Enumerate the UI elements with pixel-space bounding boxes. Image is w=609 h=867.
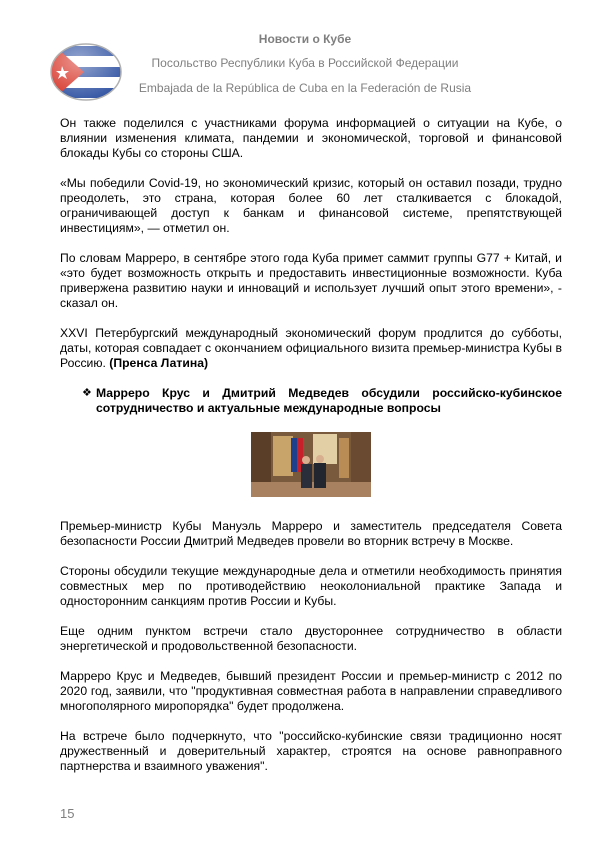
paragraph [60,326,562,371]
paragraph: На встрече было подчеркнуто, что "российско-кубинские связи традиционно носят дружественный и доверительный характер, строятся на основе равноправного партнерства и взаимного уважения". [60,729,562,773]
paragraph-text: XXVI Петербургский международный экономический форум продлится до субботы, даты, которая совпадает с окончанием официального визита премьер-министра Кубы в Россию. [60,326,562,370]
diamond-bullet-icon: ❖ [82,387,92,399]
article-body [60,116,562,789]
cuba-flag-logo [50,42,122,102]
article-headline [82,386,562,416]
paragraph: Он также поделился с участниками форума информацией о ситуации на Кубе, о влиянии изменения климата, пандемии и экономической, торговой и финансовой блокады Кубы со стороны США. [60,116,562,160]
page-number: 15 [60,806,75,821]
newsletter-title: Новости о Кубе [258,32,352,46]
paragraph: Марреро Крус и Медведев, бывший президент России и премьер-министр с 2012 по 2020 год, заявили, что "продуктивная совместная работа в направлении справедливого многополярного миропорядка" будет продолжена. [60,669,562,713]
paragraph: «Мы победили Covid-19, но экономический кризис, который он оставил позади, трудно преодолеть, это страна, которая более 60 лет сталкивается с блокадой, ограничивающей доступ к банкам и финансовой системе, препятствующей инвестициям», — отметил он. [60,176,562,235]
paragraph: Еще одним пунктом встречи стало двустороннее сотрудничество в области энергетической и продовольственной безопасности. [60,624,562,653]
paragraph: Премьер-министр Кубы Мануэль Марреро и заместитель председателя Совета безопасности России Дмитрий Медведев провели во вторник встречу в Москве. [60,519,562,548]
embassy-name-ru: Посольство Республики Куба в Российской Федерации [151,56,459,70]
meeting-photo [251,432,371,497]
paragraph: Стороны обсудили текущие международные дела и отметили необходимость принятия совместных мер по противодействию неоколониальной практике Запада и односторонним санкциям против России и Кубы. [60,564,562,608]
source-credit: (Пренса Латина) [109,356,209,370]
embassy-name-es: Embajada de la República de Cuba en la Federación de Rusia [138,81,472,95]
headline-text: Марреро Крус и Дмитрий Медведев обсудили российско-кубинское сотрудничество и актуальные международные вопросы [96,386,562,415]
paragraph: По словам Марреро, в сентябре этого года Куба примет саммит группы G77 + Китай, и «это будет возможность открыть и предоставить инвестиционные возможности. Куба привержена развитию науки и инноваций и использует лучший опыт этого времени», - сказал он. [60,251,562,310]
